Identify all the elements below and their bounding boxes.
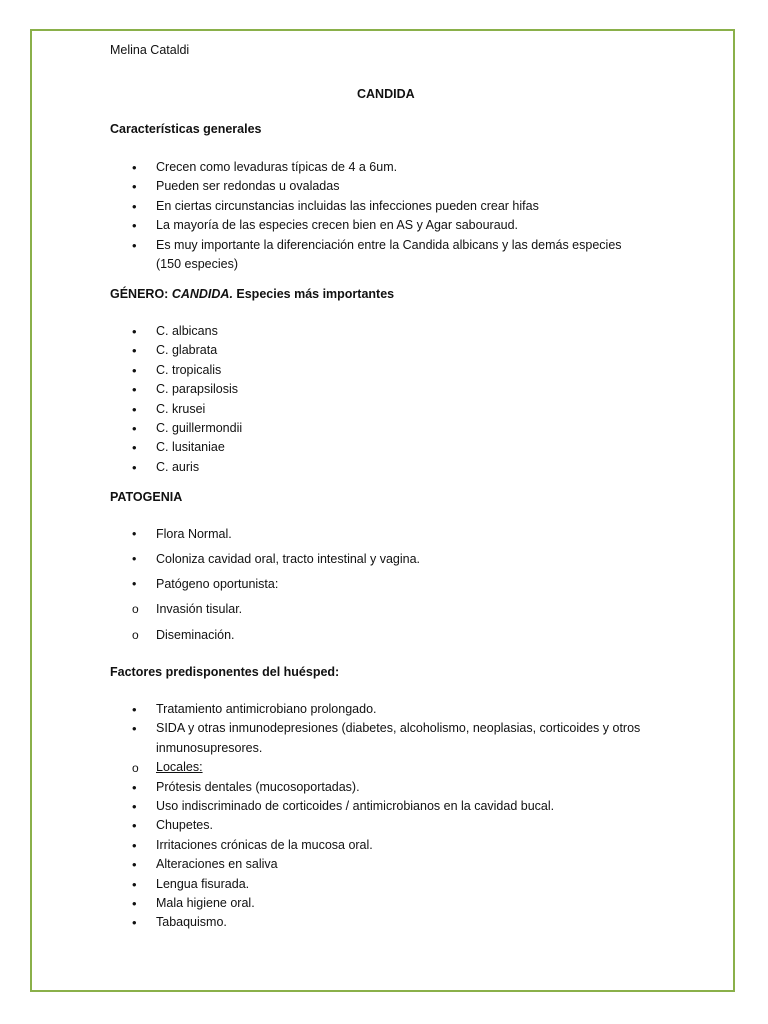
bullet-icon	[132, 438, 137, 457]
bullet-icon	[132, 894, 137, 913]
list-item: • Tabaquismo.	[0, 913, 676, 932]
circle-bullet-icon	[132, 602, 139, 616]
bullet-icon	[132, 816, 137, 835]
list-item-continuation: (150 especies)	[156, 257, 238, 272]
bullet-icon	[132, 577, 136, 591]
list-item	[132, 552, 136, 566]
list-item: • Alteraciones en saliva	[0, 855, 676, 874]
bullet-icon	[132, 913, 137, 932]
circle-bullet-icon	[132, 628, 139, 642]
bullet-icon	[132, 700, 137, 719]
list-item: • C. tropicalis	[0, 361, 676, 380]
bullet-icon	[132, 778, 137, 797]
factores-list	[0, 700, 768, 933]
bullet-icon	[132, 552, 136, 566]
section-heading-generales: Características generales	[110, 122, 262, 136]
list-item-text: Coloniza cavidad oral, tracto intestinal y vagina.	[156, 552, 421, 566]
list-item: • C. lusitaniae	[0, 438, 676, 457]
bullet-icon	[132, 458, 137, 477]
list-item: • Lengua fisurada.	[0, 875, 676, 894]
list-item	[132, 628, 139, 642]
list-item: • C. guillermondii	[0, 419, 676, 438]
bullet-icon	[132, 855, 137, 874]
list-item-text: Patógeno oportunista:	[156, 577, 279, 591]
bullet-icon	[132, 527, 136, 541]
section-heading-genero: GÉNERO: CANDIDA. Especies más importantes	[110, 287, 395, 301]
bullet-icon	[132, 797, 137, 816]
section-heading-factores: Factores predisponentes del huésped:	[110, 665, 340, 679]
list-item: • Crecen como levaduras típicas de 4 a 6um.	[0, 158, 676, 177]
bullet-icon	[132, 158, 137, 177]
list-item: • SIDA y otras inmunodepresiones (diabetes, alcoholismo, neoplasias, corticoides y otros	[0, 719, 676, 738]
list-item: • Irritaciones crónicas de la mucosa oral.	[0, 836, 676, 855]
list-item: • Mala higiene oral.	[0, 894, 676, 913]
bullet-icon	[132, 341, 137, 360]
section-heading-patogenia: PATOGENIA	[110, 490, 183, 504]
bullet-icon	[132, 419, 137, 438]
list-item: • En ciertas circunstancias incluidas las infecciones pueden crear hifas	[0, 197, 676, 216]
species-list	[0, 322, 768, 477]
list-item-text: Flora Normal.	[156, 527, 232, 541]
bullet-icon	[132, 875, 137, 894]
bullet-icon	[132, 380, 137, 399]
bullet-icon	[132, 322, 137, 341]
bullet-icon	[132, 836, 137, 855]
document-title: CANDIDA	[357, 87, 415, 101]
list-item	[132, 577, 136, 591]
list-item	[132, 527, 136, 541]
list-item: • Es muy importante la diferenciación entre la Candida albicans y las demás especies	[0, 236, 676, 255]
bullet-icon	[132, 197, 137, 216]
bullet-icon	[132, 361, 137, 380]
list-item: • La mayoría de las especies crecen bien en AS y Agar sabouraud.	[0, 216, 676, 235]
circle-bullet-icon	[132, 758, 139, 778]
bullet-icon	[132, 177, 137, 196]
list-item-text: Diseminación.	[156, 628, 235, 642]
list-item: • C. albicans	[0, 322, 676, 341]
list-item: • Pueden ser redondas u ovaladas	[0, 177, 676, 196]
list-item: • Uso indiscriminado de corticoides / antimicrobianos en la cavidad bucal.	[0, 797, 676, 816]
list-item: o Locales:	[0, 758, 676, 777]
list-item: • C. parapsilosis	[0, 380, 676, 399]
list-item-text: Invasión tisular.	[156, 602, 243, 616]
list-item: • C. auris	[0, 458, 676, 477]
list-item-continuation: inmunosupresores.	[156, 740, 263, 755]
list-item: • Tratamiento antimicrobiano prolongado.	[0, 700, 676, 719]
author-name: Melina Cataldi	[110, 43, 190, 57]
list-item: • Chupetes.	[0, 816, 676, 835]
generales-list	[0, 158, 768, 274]
list-item: • C. glabrata	[0, 341, 676, 360]
list-item: • Prótesis dentales (mucosoportadas).	[0, 778, 676, 797]
bullet-icon	[132, 216, 137, 235]
bullet-icon	[132, 719, 137, 738]
list-item	[132, 602, 139, 616]
list-item: • C. krusei	[0, 400, 676, 419]
bullet-icon	[132, 400, 137, 419]
bullet-icon	[132, 236, 137, 255]
